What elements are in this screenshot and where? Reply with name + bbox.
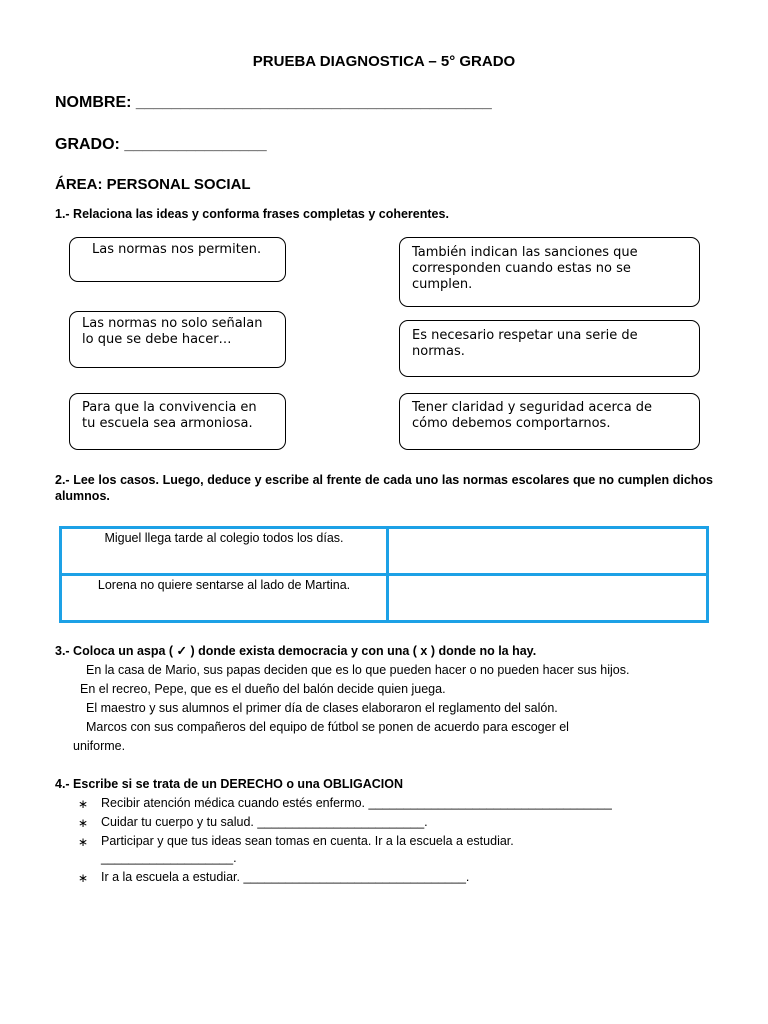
case-2-text: Lorena no quiere sentarse al lado de Martina. [61, 575, 388, 622]
table-row [61, 528, 708, 575]
cases-table [59, 526, 709, 623]
list-item: En el recreo, Pepe, que es el dueño del balón decide quien juega. [80, 682, 446, 696]
grade-field: GRADO: ________________ [55, 136, 267, 153]
case-1-text: Miguel llega tarde al colegio todos los días. [61, 528, 388, 575]
bullet-icon: ∗ [78, 797, 89, 811]
list-item: Recibir atención médica cuando estés enfermo. ___________________________________ [101, 796, 612, 810]
idea-box-left-1: Las normas nos permiten. [69, 237, 286, 282]
question-1-heading: 1.- Relaciona las ideas y conforma frases completas y coherentes. [55, 207, 449, 221]
idea-box-right-2: Es necesario respetar una serie de normas. [399, 320, 700, 377]
case-1-answer[interactable] [388, 528, 708, 575]
list-item: Ir a la escuela a estudiar. ________________________________. [101, 870, 470, 884]
area-heading: ÁREA: PERSONAL SOCIAL [55, 176, 251, 193]
question-2-heading: 2.- Lee los casos. Luego, deduce y escribe al frente de cada uno las normas escolares que no cumplen dichos alumnos. [55, 473, 713, 503]
table-row [61, 575, 708, 622]
list-item: Participar y que tus ideas sean tomas en cuenta. Ir a la escuela a estudiar. [101, 834, 514, 848]
page-title: PRUEBA DIAGNOSTICA – 5° GRADO [252, 53, 516, 70]
list-item: En la casa de Mario, sus papas deciden que es lo que pueden hacer o no pueden hacer sus hijos. [86, 663, 630, 677]
name-field: NOMBRE: ________________________________________ [55, 94, 492, 111]
question-4-heading: 4.- Escribe si se trata de un DERECHO o una OBLIGACION [55, 777, 403, 791]
idea-box-left-2: Las normas no solo señalan lo que se debe hacer… [69, 311, 286, 368]
idea-box-right-1: También indican las sanciones que corresponden cuando estas no se cumplen. [399, 237, 700, 307]
bullet-icon: ∗ [78, 816, 89, 830]
list-item: uniforme. [73, 739, 126, 753]
list-item: Marcos con sus compañeros del equipo de fútbol se ponen de acuerdo para escoger el [86, 720, 569, 734]
list-item: Cuidar tu cuerpo y tu salud. ________________________. [101, 815, 428, 829]
list-item: ___________________. [101, 851, 237, 865]
bullet-icon: ∗ [78, 871, 89, 885]
idea-box-left-3: Para que la convivencia en tu escuela sea armoniosa. [69, 393, 286, 450]
question-3-heading: 3.- Coloca un aspa ( ✓ ) donde exista democracia y con una ( x ) donde no la hay. [55, 644, 537, 658]
idea-box-right-3: Tener claridad y seguridad acerca de cómo debemos comportarnos. [399, 393, 700, 450]
list-item: El maestro y sus alumnos el primer día de clases elaboraron el reglamento del salón. [86, 701, 558, 715]
case-2-answer[interactable] [388, 575, 708, 622]
bullet-icon: ∗ [78, 835, 89, 849]
